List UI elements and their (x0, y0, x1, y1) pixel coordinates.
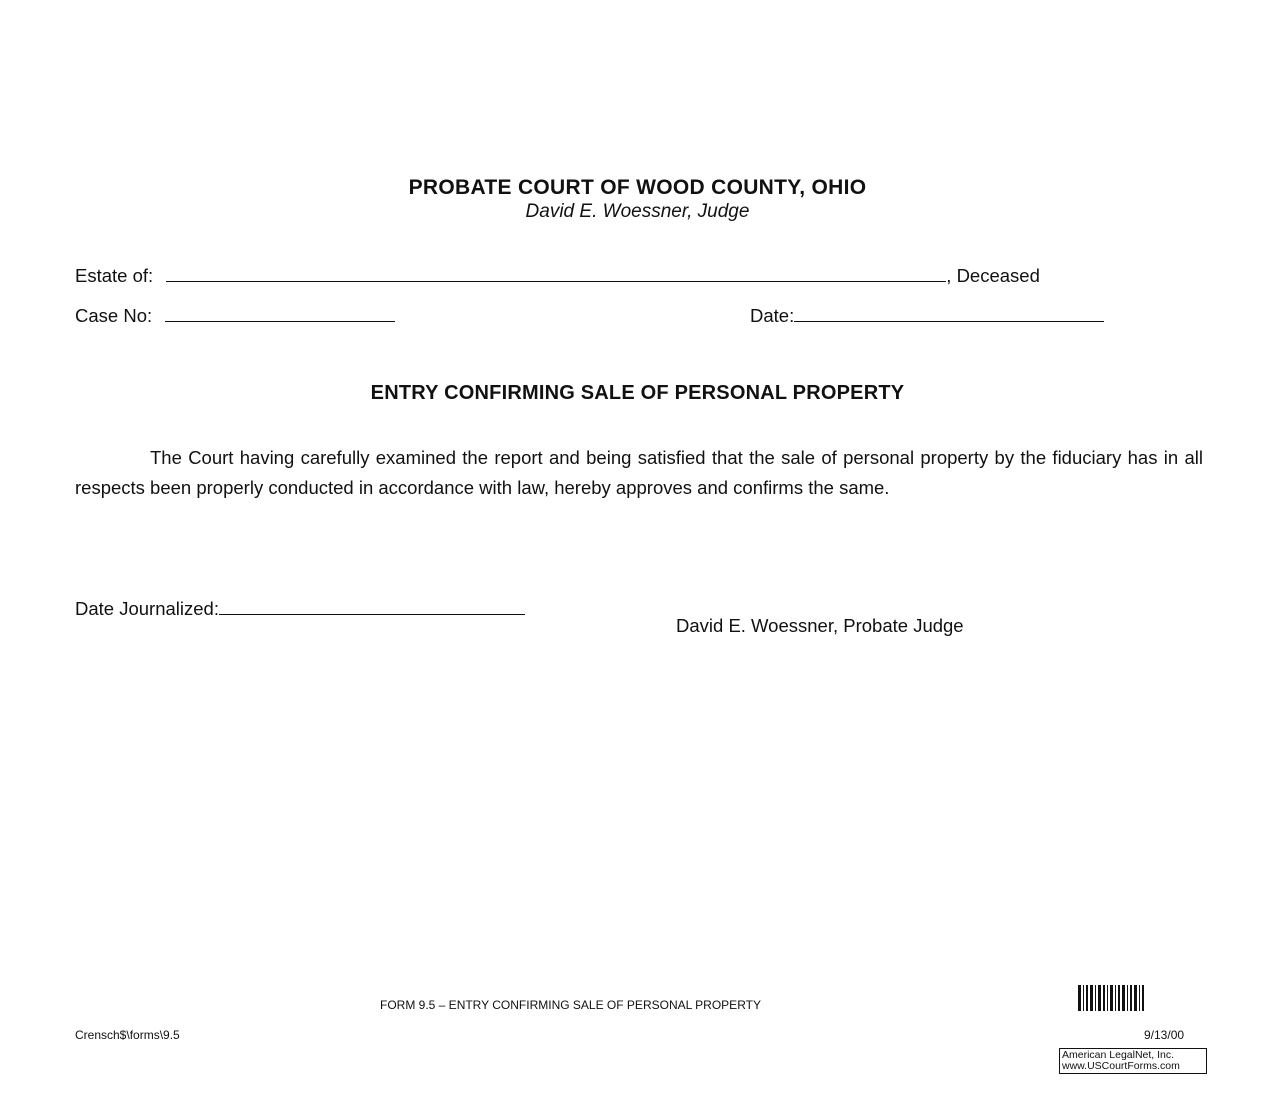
judge-signature: David E. Woessner, Probate Judge (676, 615, 964, 636)
form-footer: FORM 9.5 – ENTRY CONFIRMING SALE OF PERSONAL PROPERTY (380, 998, 761, 1012)
case-label: Case No: (75, 305, 153, 326)
date-field[interactable] (794, 303, 1104, 322)
barcode (1078, 985, 1144, 1011)
judge-subtitle: David E. Woessner, Judge (525, 201, 750, 222)
date-journalized-field[interactable] (219, 596, 525, 615)
publisher-name: American LegalNet, Inc. (1062, 1049, 1175, 1061)
court-title: PROBATE COURT OF WOOD COUNTY, OHIO (408, 176, 867, 199)
deceased-label: , Deceased (946, 265, 1040, 286)
form-date: 9/13/00 (1144, 1028, 1185, 1042)
publisher-url: www.USCourtForms.com (1062, 1060, 1180, 1072)
estate-field[interactable] (166, 263, 946, 282)
estate-row (75, 263, 1040, 287)
entry-heading: ENTRY CONFIRMING SALE OF PERSONAL PROPERTY (370, 382, 905, 404)
estate-label: Estate of: (75, 265, 154, 286)
date-row (750, 303, 1104, 327)
date-label: Date: (750, 305, 795, 326)
publisher-box (1059, 1048, 1207, 1074)
date-journalized-label: Date Journalized: (75, 598, 219, 619)
case-number-field[interactable] (165, 303, 395, 322)
body-text: The Court having carefully examined the report and being satisfied that the sale of personal property by the fiduciary has in all respects been properly conducted in accordance with law, hereby approves and confirms the same. (75, 447, 1203, 498)
case-row (75, 303, 395, 327)
file-path: Crensch$\forms\9.5 (75, 1028, 180, 1042)
body-paragraph (75, 443, 1203, 503)
date-journalized-row (75, 596, 525, 620)
